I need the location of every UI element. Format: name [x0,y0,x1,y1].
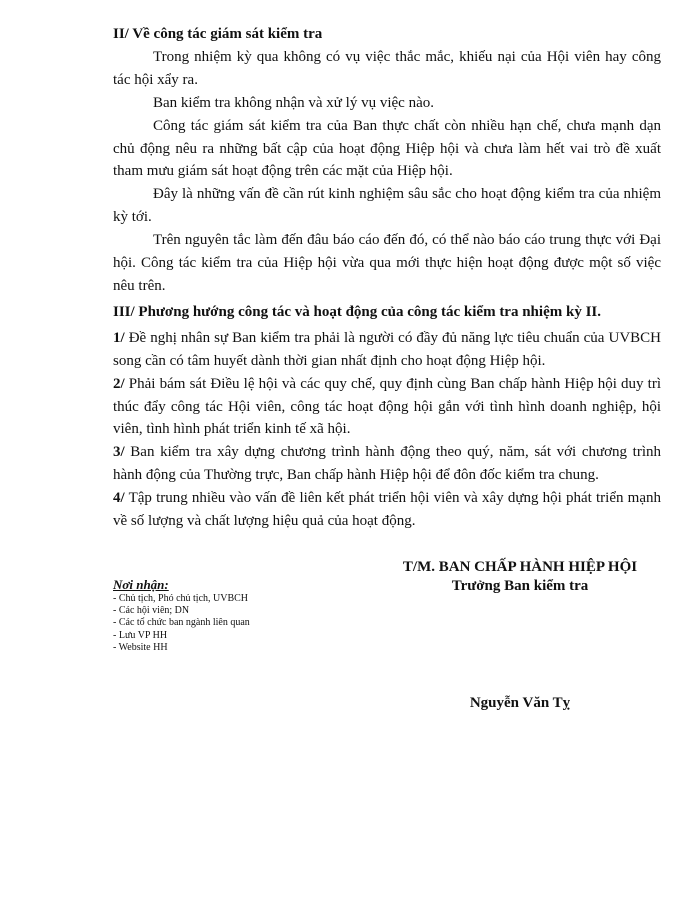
signature-organization: T/M. BAN CHẤP HÀNH HIỆP HỘI [402,559,638,575]
section-3-item [113,441,661,487]
recipient-item: - Website HH [113,642,373,654]
item-number: 2/ [113,375,125,392]
item-text: Đề nghị nhân sự Ban kiểm tra phải là người có đầy đủ năng lực tiêu chuẩn của UVBCH song cần có tâm huyết dành thời gian nhất định cho hoạt động Hiệp hội. [113,329,661,369]
recipient-item: - Các hội viên; DN [113,605,373,617]
item-number: 4/ [113,490,125,507]
section-2-paragraph: Trong nhiệm kỳ qua không có vụ việc thắc mắc, khiếu nại của Hội viên hay công tác hội xẩy ra. [113,48,661,88]
section-2-paragraph: Trên nguyên tắc làm đến đâu báo cáo đến đó, có thể nào báo cáo trung thực với Đại hội. Công tác kiểm tra của Hiệp hội vừa qua mới thực hiện hoạt động được một số việc nêu trên. [113,232,661,294]
item-text: Tập trung nhiều vào vấn đề liên kết phát triển hội viên và xây dựng hội phát triển mạnh về số lượng và chất lượng hiệu quả của hoạt động. [113,490,661,530]
item-text: Ban kiểm tra xây dựng chương trình hành động theo quý, năm, sát với chương trình hành động của Thường trực, Ban chấp hành Hiệp hội để đôn đốc kiểm tra chung. [113,444,661,484]
item-text: Phải bám sát Điều lệ hội và các quy chế, quy định cùng Ban chấp hành Hiệp hội duy trì thúc đẩy công tác Hội viên, công tác hoạt động hội gắn với tình hình doanh nghiệp, hội viên, tình hình phát triển kinh tế xã hội. [113,375,661,438]
section-3-heading: III/ Phương hướng công tác và hoạt động của công tác kiểm tra nhiệm kỳ II. [113,303,601,320]
signer-name: Nguyễn Văn Tỵ [469,695,571,711]
section-2-heading: II/ Về công tác giám sát kiểm tra [113,26,323,42]
signature-role: Trưởng Ban kiểm tra [451,578,589,594]
section-2-paragraph: Ban kiểm tra không nhận và xử lý vụ việc nào. [153,94,434,111]
signature-block [380,558,660,596]
recipients-title: Nơi nhận: [113,577,169,592]
item-number: 3/ [113,444,125,461]
section-3-item [113,327,661,373]
recipient-item: - Lưu VP HH [113,630,373,642]
section-3-item [113,487,661,533]
document-body [113,23,661,533]
item-number: 1/ [113,329,125,346]
section-2-paragraph: Công tác giám sát kiểm tra của Ban thực chất còn nhiều hạn chế, chưa mạnh dạn chủ động nêu ra những bất cập của hoạt động Hiệp hội và chưa làm hết vai trò đề xuất tham mưu giám sát hoạt động trên các mặt của Hiệp hội. [113,117,661,180]
section-2-paragraph: Đây là những vấn đề cần rút kinh nghiệm sâu sắc cho hoạt động kiểm tra của nhiệm kỳ tới. [113,186,661,226]
recipient-item: - Chủ tịch, Phó chủ tịch, UVBCH [113,593,373,605]
recipients-block [113,577,373,654]
section-3-item [113,373,661,442]
recipient-item: - Các tổ chức ban ngành liên quan [113,617,373,629]
recipients-list [113,593,373,654]
